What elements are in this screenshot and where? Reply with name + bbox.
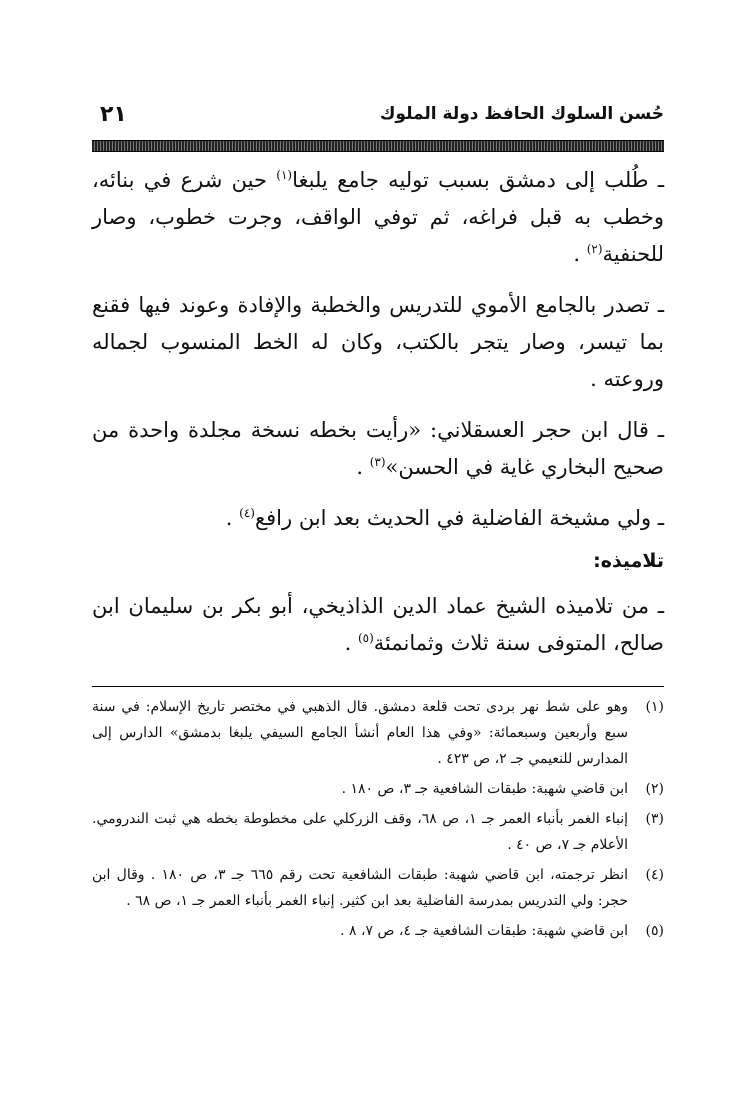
footnote-number: (١): [645, 699, 664, 715]
footnote-text: وهو على شط نهر بردى تحت قلعة دمشق. قال الذهبي في مختصر تاريخ الإسلام: في سنة سبع وأربعين وسبعمائة: «وفي هذا العام أنشأ الجامع السيفي يلبغا بدمشق» الدارس إلى المدارس للنعيمي جـ ٢، ص ٤٢٣ .: [92, 699, 628, 767]
section-heading-students: تلاميذه:: [593, 550, 664, 572]
footnote-ref-2: (٢): [586, 242, 603, 256]
footnote-ref-5: (٥): [357, 631, 374, 645]
footnote-5: [92, 918, 664, 944]
footnote-ref-3: (٣): [369, 455, 386, 469]
main-text: [92, 162, 664, 662]
paragraph-4: ـ ولي مشيخة الفاضلية في الحديث بعد ابن رافع$^{(٤)}$ .: [225, 506, 664, 530]
footnote-1: [92, 694, 664, 772]
paragraph-3: ـ قال ابن حجر العسقلاني: «رأيت بخطه نسخة مجلدة واحدة من صحيح البخاري غاية في الحسن»$^{(٣)}$ .: [92, 418, 664, 479]
page-header: [92, 104, 664, 134]
footnote-text: إنباء الغمر بأنباء العمر جـ ١، ص ٦٨، وقف الزركلي على مخطوطة بخطه هي ثبت الندرومي. الأعلام جـ ٧، ص ٤٠ .: [92, 811, 628, 853]
paragraph-2: ـ تصدر بالجامع الأموي للتدريس والخطبة والإفادة وعوند فيها فقنع بما تيسر، وصار يتجر بالكتب، وكان له الخط المنسوب لجماله وروعته .: [92, 293, 664, 391]
footnote-separator: [92, 686, 664, 687]
footnote-text: ابن قاضي شهبة: طبقات الشافعية جـ ٤، ص ٧، ٨ .: [340, 923, 628, 939]
footnote-ref-4: (٤): [239, 506, 255, 520]
footnote-number: (٢): [645, 781, 664, 797]
footnote-number: (٣): [645, 811, 664, 827]
footnote-ref-1: (١): [276, 168, 293, 182]
footnote-3: [92, 806, 664, 858]
footnote-number: (٤): [645, 867, 664, 883]
footnote-text: انظر ترجمته، ابن قاضي شهبة: طبقات الشافعية تحت رقم ٦٦٥ جـ ٣، ص ١٨٠ . وقال ابن حجر: ولي التدريس بمدرسة الفاضلية بعد ابن كثير. إنباء الغمر بأنباء العمر جـ ١، ص ٦٨ .: [92, 867, 628, 909]
header-rule: [92, 140, 664, 152]
paragraph-1: ـ طُلب إلى دمشق بسبب توليه جامع يلبغا$^{(١)}$ حين شرع في بنائه، وخطب به قبل فراغه، ثم توفي الواقف، وجرت خطوب، وصار للحنفية$^{(٢)}$ .: [92, 168, 664, 266]
footnote-2: [92, 776, 664, 802]
running-title: حُسن السلوك الحافظ دولة الملوك: [379, 104, 664, 124]
footnote-number: (٥): [645, 923, 664, 939]
footnote-4: [92, 862, 664, 914]
footnote-text: ابن قاضي شهبة: طبقات الشافعية جـ ٣، ص ١٨٠ .: [341, 781, 628, 797]
footnotes: [92, 694, 664, 948]
paragraph-students: ـ من تلاميذه الشيخ عماد الدين الذاذيخي، أبو بكر بن سليمان ابن صالح، المتوفى سنة ثلاث وثمانمئة$^{(٥)}$ .: [92, 594, 664, 655]
page-number: ٢١: [100, 102, 127, 127]
